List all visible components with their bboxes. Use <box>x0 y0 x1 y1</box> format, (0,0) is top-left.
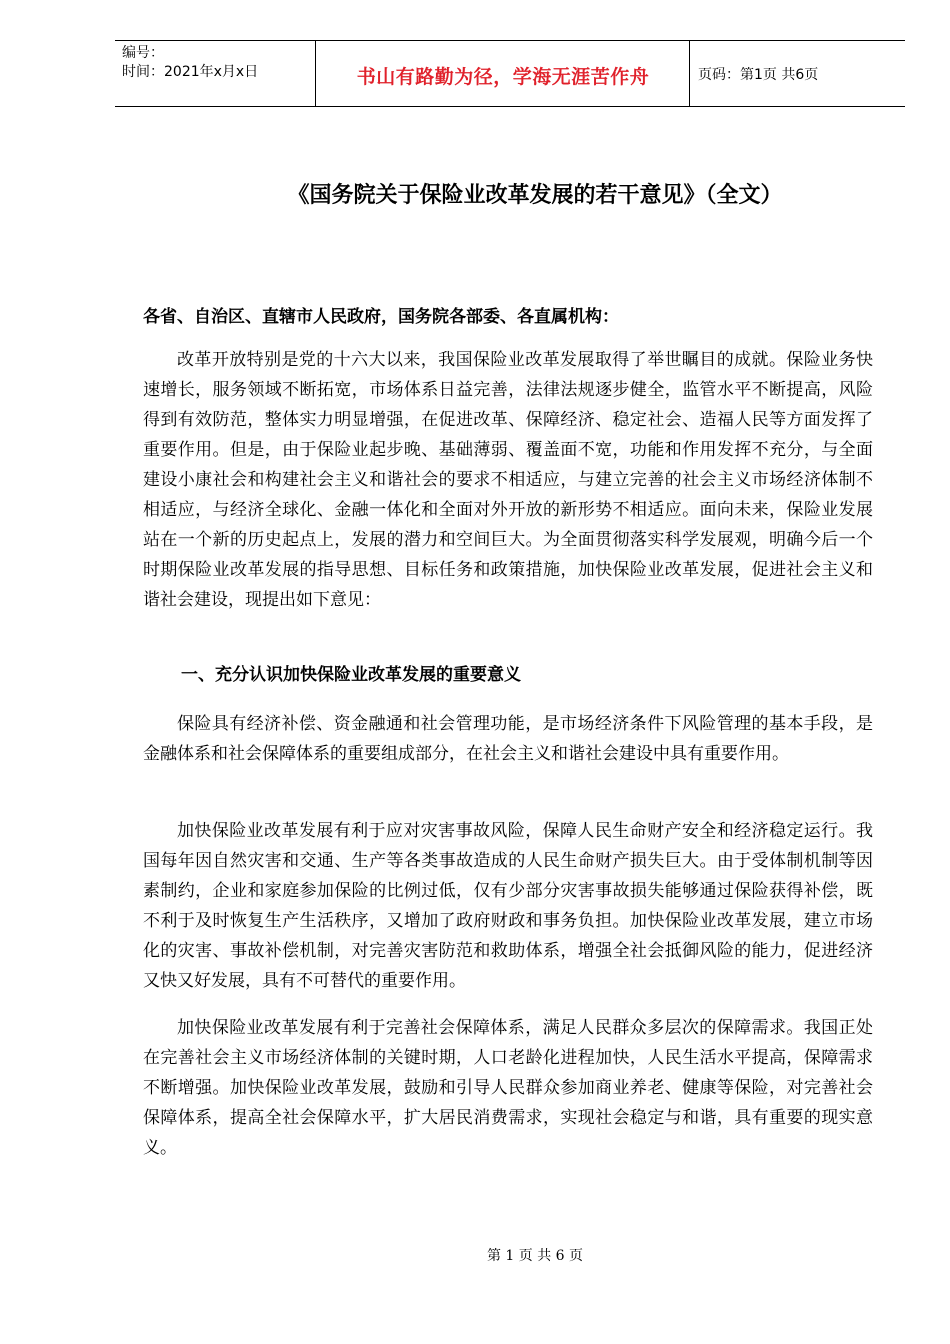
paragraph: 保险具有经济补偿、资金融通和社会管理功能，是市场经济条件下风险管理的基本手段，是金融体系和社会保障体系的重要组成部分，在社会主义和谐社会建设中具有重要作用。 <box>143 714 873 764</box>
header-meta <box>122 44 258 82</box>
paragraph: 加快保险业改革发展有利于应对灾害事故风险，保障人民生命财产安全和经济稳定运行。我国每年因自然灾害和交通、生产等各类事故造成的人民生命财产损失巨大。由于受体制机制等因素制约，企业和家庭参加保险的比例过低，仅有少部分灾害事故损失能够通过保险获得补偿，既不利于及时恢复生产生活秩序，又增加了政府财政和事务负担。加快保险业改革发展，建立市场化的灾害、事故补偿机制，对完善灾害防范和救助体系，增强全社会抵御风险的能力，促进经济又快又好发展，具有不可替代的重要作用。 <box>143 821 873 991</box>
header-bottom-rule <box>115 106 905 107</box>
header-motto: 书山有路勤为径，学海无涯苦作舟 <box>356 66 650 88</box>
page-footer: 第 1 页 共 6 页 <box>486 1248 584 1264</box>
document-time: 时间：2021年x月x日 <box>122 64 259 80</box>
section-heading: 一、充分认识加快保险业改革发展的重要意义 <box>181 665 521 685</box>
paragraph-4-block <box>143 1013 873 1163</box>
paragraph-3-block <box>143 816 873 996</box>
header-top-rule <box>115 40 905 41</box>
addressee: 各省、自治区、直辖市人民政府，国务院各部委、各直属机构： <box>143 307 619 327</box>
paragraph-1-block <box>143 345 873 615</box>
paragraph: 加快保险业改革发展有利于完善社会保障体系，满足人民群众多层次的保障需求。我国正处在完善社会主义市场经济体制的关键时期，人口老龄化进程加快，人民生活水平提高，保障需求不断增强。加快保险业改革发展，鼓励和引导人民群众参加商业养老、健康等保险，对完善社会保障体系，提高全社会保障水平，扩大居民消费需求，实现社会稳定与和谐，具有重要的现实意义。 <box>143 1018 873 1158</box>
header-page-count: 页码：第1页 共6页 <box>698 67 819 83</box>
paragraph: 改革开放特别是党的十六大以来，我国保险业改革发展取得了举世瞩目的成就。保险业务快速增长，服务领域不断拓宽，市场体系日益完善，法律法规逐步健全，监管水平不断提高，风险得到有效防范，整体实力明显增强，在促进改革、保障经济、稳定社会、造福人民等方面发挥了重要作用。但是，由于保险业起步晚、基础薄弱、覆盖面不宽，功能和作用发挥不充分，与全面建设小康社会和构建社会主义和谐社会的要求不相适应，与建立完善的社会主义市场经济体制不相适应，与经济全球化、金融一体化和全面对外开放的新形势不相适应。面向未来，保险业发展站在一个新的历史起点上，发展的潜力和空间巨大。为全面贯彻落实科学发展观，明确今后一个时期保险业改革发展的指导思想、目标任务和政策措施，加快保险业改革发展，促进社会主义和谐社会建设，现提出如下意见： <box>143 350 873 610</box>
document-title: 《国务院关于保险业改革发展的若干意见》（全文） <box>287 183 783 208</box>
paragraph-2-block <box>143 709 873 769</box>
document-number: 编号： <box>122 45 164 61</box>
